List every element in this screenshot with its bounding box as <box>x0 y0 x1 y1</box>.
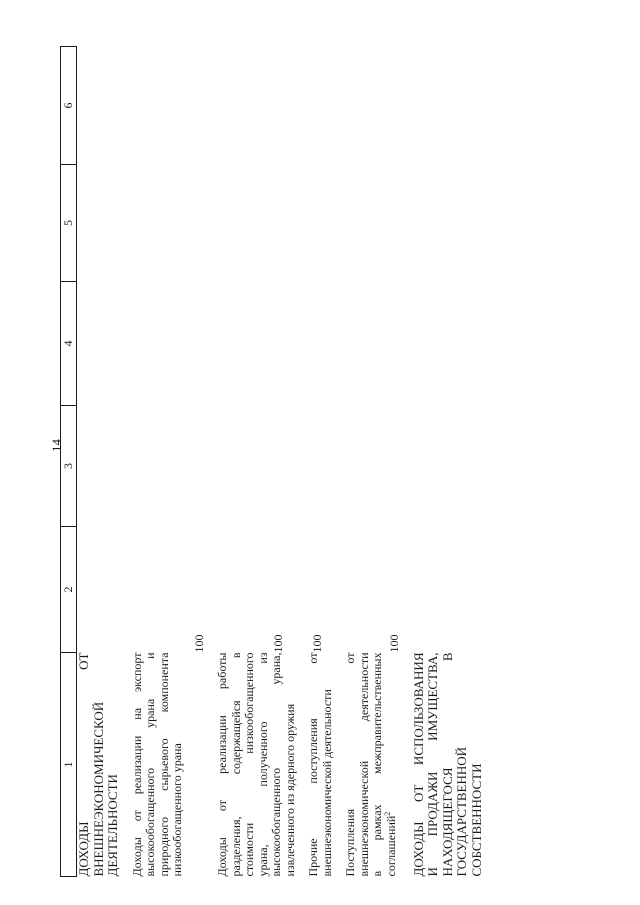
row-label-line: высокообогащенного урана, <box>269 652 283 877</box>
row-label-line: Поступления от <box>343 652 357 877</box>
row-label <box>216 653 297 877</box>
row-label-line: ДЕЯТЕЛЬНОСТИ <box>105 774 120 877</box>
row-label <box>307 653 334 877</box>
row-label-text: соглашений <box>383 815 398 877</box>
row-label-line: ВНЕШНЕЭКОНОМИЧЕСКОЙ <box>90 701 106 877</box>
table-row <box>344 47 402 877</box>
page-number: 14 <box>49 439 64 452</box>
row-label-line: урана, полученного из <box>255 652 270 877</box>
table-header-row <box>61 47 77 877</box>
table-row <box>131 47 207 877</box>
row-label-line: внешнеэкономической деятельности <box>319 689 334 877</box>
row-label <box>77 653 121 877</box>
row-label-line: И ПРОДАЖИ ИМУЩЕСТВА, <box>425 652 440 877</box>
column-header-3: 3 <box>61 406 77 527</box>
row-label-line: низкообогащенного урана <box>170 743 184 877</box>
column-header-4: 4 <box>61 282 77 406</box>
row-label-line: ГОСУДАРСТВЕННОЙ <box>454 746 469 877</box>
column-header-5: 5 <box>61 165 77 282</box>
row-label-line: природного сырьевого компонента <box>156 652 171 877</box>
row-label <box>412 653 485 877</box>
row-label-line: в рамках межправительственных <box>370 652 384 877</box>
column-header-1: 1 <box>61 653 77 877</box>
column-header-6: 6 <box>61 47 77 165</box>
budget-table <box>60 46 484 877</box>
row-label-line: Доходы от реализации работы <box>215 652 229 877</box>
row-label-line: СОБСТВЕННОСТИ <box>468 763 484 877</box>
row-label-line: извлеченного из ядерного оружия <box>282 703 297 877</box>
row-label-line: ДОХОДЫ ОТ <box>76 652 91 877</box>
row-value: 100 <box>271 634 285 653</box>
column-header-2: 2 <box>61 527 77 653</box>
row-label-line: стоимости низкообогащенного <box>242 652 256 877</box>
row-label <box>344 653 402 877</box>
footnote-marker: 2 <box>382 811 392 816</box>
row-label <box>131 653 207 877</box>
row-value: 100 <box>387 634 401 653</box>
row-label-line: НАХОДЯЩЕГОСЯ В <box>439 652 455 877</box>
row-label-line: разделения, содержащейся в <box>228 652 243 877</box>
table-row <box>412 47 485 877</box>
row-label-line: внешнеэкономической деятельности <box>356 652 371 877</box>
row-label-line: Прочие поступления от <box>306 652 320 877</box>
row-value <box>412 527 485 653</box>
row-value: 100 <box>310 634 324 653</box>
row-value: 100 <box>191 634 206 653</box>
row-label-line: Доходы от реализации на экспорт <box>129 652 144 877</box>
table-row <box>77 47 121 877</box>
row-label-line <box>382 653 399 877</box>
table-row <box>216 47 297 877</box>
row-label-line: ДОХОДЫ ОТ ИСПОЛЬЗОВАНИЯ <box>410 652 426 877</box>
row-label-line: высокообогащенного урана и <box>143 652 157 877</box>
rotated-table-container <box>60 47 580 877</box>
row-value <box>77 527 121 653</box>
table-row <box>307 47 334 877</box>
